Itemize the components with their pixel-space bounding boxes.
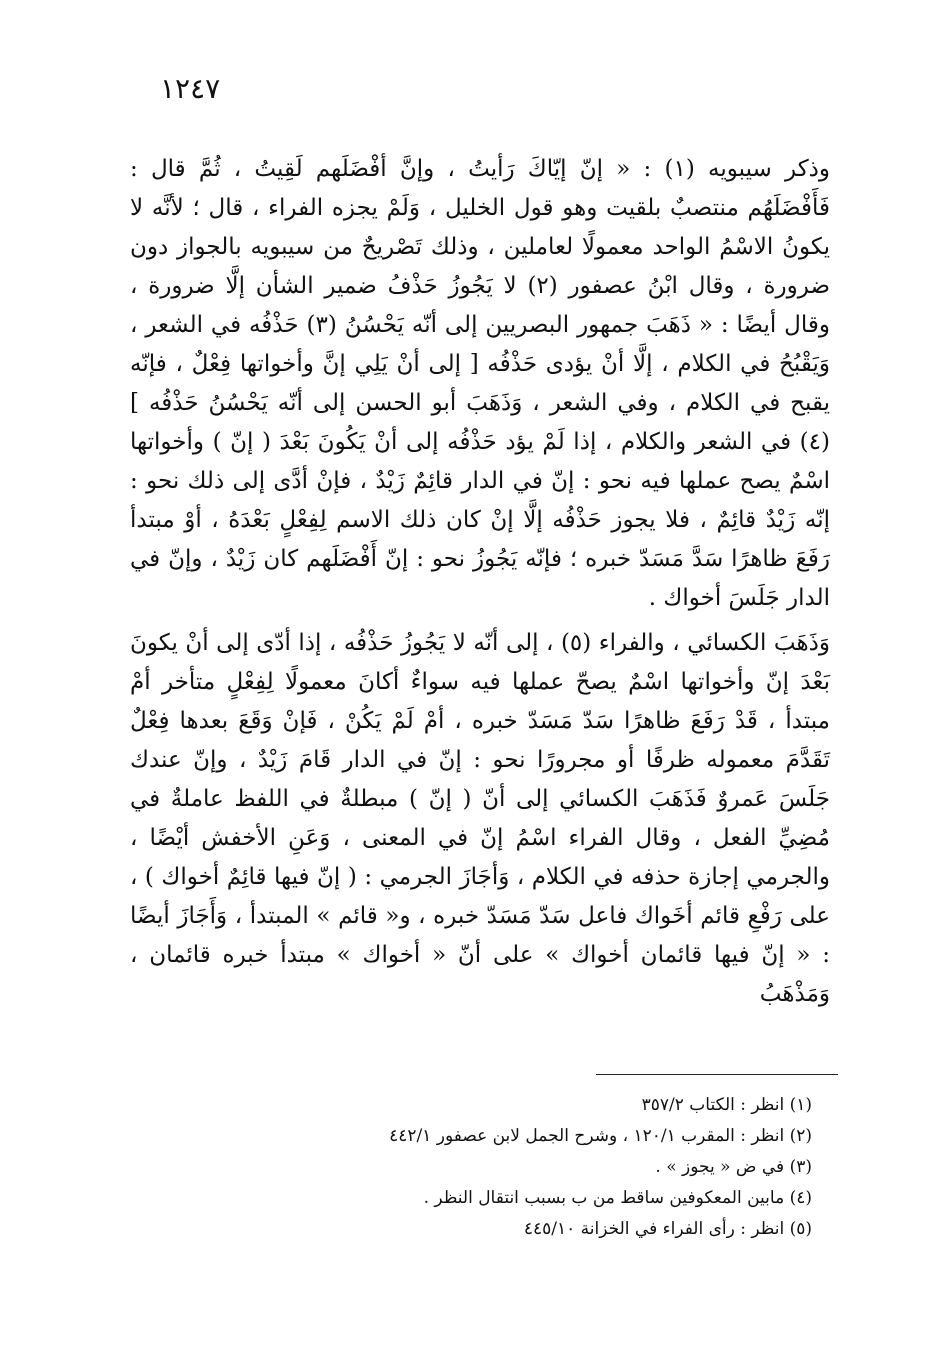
footnote-4: (٤) مابين المعكوفين ساقط من ب بسبب انتقال النظر . <box>423 1188 812 1208</box>
main-text <box>130 150 830 1014</box>
footnote-5: (٥) انظر : رأى الفراء في الخزانة ٤٤٥/١٠ <box>523 1219 812 1239</box>
footnote-divider <box>596 1074 838 1075</box>
footnotes-list <box>140 1090 812 1245</box>
footnote-2: (٢) انظر : المقرب ١٢٠/١ ، وشرح الجمل لابن عصفور ٤٤٢/١ <box>389 1126 812 1146</box>
paragraph-1: وذكر سيبويه (١) : « إنّ إيّاكَ رَأيتُ ، وإنَّ أفْضَلَهم لَقِيتُ ، ثُمَّ قال : فَأَفْضَلَهُم منتصبٌ بلقيت وهو قول الخليل ، وَلَمْ يجزه الفراء ، قال ؛ لأنَّه لا يكونُ الاسْمُ الواحد معمولًا لعاملين ، وذلك تَصْريحٌ من سيبويه بالجواز دون ضرورة ، وقال ابْنُ عصفور (٢) لا يَجُوزُ حَذْفُ ضمير الشأن إلَّا ضرورة ، وقال أيضًا : « ذَهَبَ جمهور البصريين إلى أنّه يَحْسُنُ (٣) حَذْفُه في الشعر ، وَيَقْبُحُ في الكلام ، إلَّا أنْ يؤدى حَذْفُه [ إلى أنْ يَلِي إنَّ وأخواتها فِعْلٌ ، فإنّه يقبح في الكلام ، وفي الشعر ، وَذَهَبَ أبو الحسن إلى أنّه يَحْسُنُ حَذْفُه ] (٤) في الشعر والكلام ، إذا لَمْ يؤد حَذْفُه إلى أنْ يَكُونَ بَعْدَ ( إنّ ) وأخواتها اسْمٌ يصح عملها فيه نحو : إنّ في الدار قائِمٌ زَيْدٌ ، فإنْ أدَّى إلى ذلك نحو : إنّه زَيْدٌ قائِمٌ ، فلا يجوز حَذْفُه إلَّا إنْ كان ذلك الاسم لِفِعْلٍ بَعْدَهُ ، أوْ مبتدأ رَفَعَ ظاهرًا سَدَّ مَسَدّ خبره ؛ فإنّه يَجُوزُ نحو : إنّ أَفْضَلَهم كان زَيْدٌ ، وإنّ في الدار جَلَسَ أخواك . <box>130 156 830 611</box>
footnote-3: (٣) في ض « يجوز » . <box>655 1157 812 1177</box>
page-number: ١٢٤٧ <box>160 72 221 105</box>
footnote-1: (١) انظر : الكتاب ٣٥٧/٢ <box>641 1095 812 1115</box>
paragraph-2: وَذَهَبَ الكسائي ، والفراء (٥) ، إلى أنّه لا يَجُوزُ حَذْفُه ، إذا أدّى إلى أنْ يكونَ بَعْدَ إنّ وأخواتها اسْمٌ يصحّ عملها فيه سواءٌ أكانَ معمولًا لِفِعْلٍ متأخر أمْ مبتدأ ، قَدْ رَفَعَ ظاهرًا سَدّ مَسَدّ خبره ، أمْ لَمْ يَكُنْ ، فَإنْ وَقَعَ بعدها فِعْلٌ تَقَدَّمَ معموله ظرفًا أو مجرورًا نحو : إنّ في الدار قَامَ زَيْدٌ ، وإنّ عندك جَلَسَ عَمروٌ فَذَهَبَ الكسائي إلى أنّ ( إنّ ) مبطلةٌ في اللفظ عاملةٌ في مُضِيِّ الفعل ، وقال الفراء اسْمُ إنّ في المعنى ، وَعَنِ الأخفش أيْضًا ، والجرمي إجازة حذفه في الكلام ، وَأجَازَ الجرمي : ( إنّ فيها قائِمٌ أخواك ) ، على رَفْعِ قائم أخَواك فاعل سَدّ مَسَدّ خبره ، و« قائم » المبتدأ ، وَأَجَازَ أيضًا : « إنّ فيها قائمان أخواك » على أنّ « أخواك » مبتدأ خبره قائمان ، وَمَذْهَبُ <box>130 630 830 1007</box>
